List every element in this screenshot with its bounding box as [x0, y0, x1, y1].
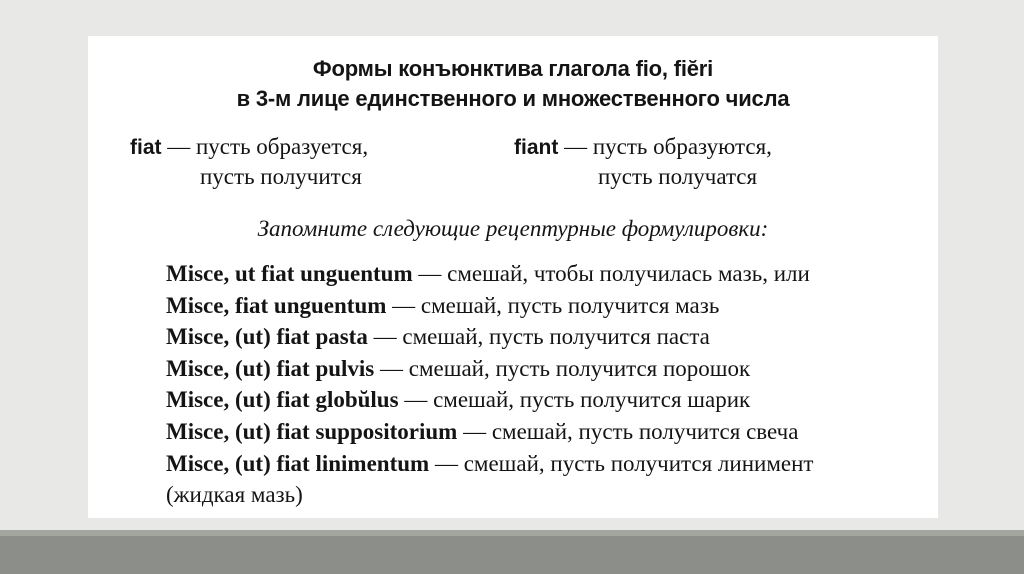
formula-meaning: смешай, чтобы получилась мазь, или	[447, 261, 810, 286]
formula-meaning: смешай, пусть получится шарик	[433, 387, 751, 413]
plural-term: fiant	[514, 136, 559, 159]
formula-list	[166, 258, 813, 511]
formula-dash: —	[429, 450, 464, 476]
singular-meaning-1: пусть образуется,	[196, 134, 369, 159]
formula-line	[166, 321, 813, 353]
formula-latin: Misce, ut fiat unguentum	[166, 261, 413, 286]
formula-latin: Misce, (ut) fiat suppositorium	[166, 418, 458, 444]
plural-line-1	[514, 132, 772, 162]
memo-heading: Запомните следующие рецептурные формулировки:	[257, 216, 769, 241]
formula-meaning: смешай, пусть получится свеча	[491, 418, 799, 444]
page-title: Формы конъюнктива глагола fio, fiĕri	[312, 56, 714, 81]
formula-meaning: смешай, пусть получится линимент	[463, 450, 814, 476]
formula-dash: —	[412, 261, 448, 286]
formula-meaning: смешай, пусть получится порошок	[408, 355, 751, 381]
formula-line	[166, 353, 813, 385]
formula-latin: Misce, (ut) fiat linimentum	[166, 450, 430, 476]
document-page	[88, 36, 938, 518]
formula-line	[166, 258, 813, 290]
slide-footer-bar	[0, 530, 1024, 574]
formula-dash: —	[367, 324, 403, 350]
singular-dash: —	[161, 134, 196, 159]
plural-dash: —	[558, 134, 593, 159]
formula-latin: Misce, (ut) fiat pasta	[166, 324, 368, 350]
formula-dash: —	[386, 292, 421, 318]
formula-line	[166, 290, 813, 322]
singular-term: fiat	[130, 136, 162, 159]
formula-line	[166, 416, 813, 448]
formula-meaning: смешай, пусть получится паста	[402, 324, 710, 350]
plural-meaning-2: пусть получатся	[598, 164, 758, 189]
formula-line	[166, 448, 813, 480]
formula-meaning: смешай, пусть получится мазь	[420, 292, 720, 318]
singular-meaning-2: пусть получится	[200, 164, 362, 189]
formula-latin: Misce, fiat unguentum	[166, 292, 387, 318]
formula-line	[166, 384, 813, 416]
formula-dash: —	[374, 355, 409, 381]
formula-latin: Misce, (ut) fiat globŭlus	[166, 387, 399, 413]
formula-latin: Misce, (ut) fiat pulvis	[166, 355, 375, 381]
plural-meaning-1: пусть образуются,	[592, 134, 772, 159]
singular-form-block	[130, 132, 368, 191]
formula-tail: (жидкая мазь)	[166, 482, 303, 508]
page-subtitle: в 3-м лице единственного и множественного числа	[236, 86, 790, 111]
singular-line-1	[130, 132, 368, 162]
plural-form-block	[514, 132, 772, 191]
formula-dash: —	[398, 387, 434, 413]
formula-dash: —	[457, 418, 492, 444]
